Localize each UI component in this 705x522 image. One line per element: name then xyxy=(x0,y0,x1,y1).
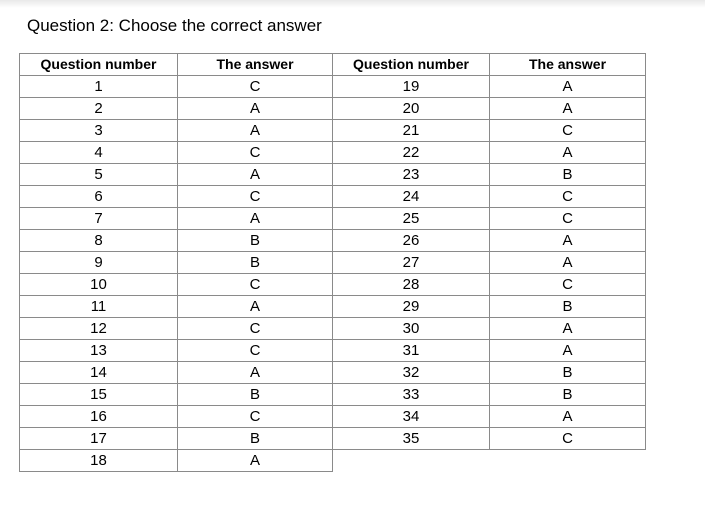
answer-table xyxy=(19,53,646,472)
table-header-row xyxy=(20,54,646,76)
answer-cell: A xyxy=(178,120,333,142)
table-row xyxy=(20,318,646,340)
table-row xyxy=(20,230,646,252)
answer-cell: A xyxy=(490,142,646,164)
question-number-cell: 7 xyxy=(20,208,178,230)
table-row xyxy=(20,450,646,472)
answer-cell: B xyxy=(490,164,646,186)
header-answer-right: The answer xyxy=(490,54,646,76)
page-title: Question 2: Choose the correct answer xyxy=(27,16,322,35)
answer-cell: A xyxy=(490,318,646,340)
question-number-cell: 30 xyxy=(333,318,490,340)
answer-cell: A xyxy=(490,230,646,252)
table-row xyxy=(20,296,646,318)
answer-cell: C xyxy=(178,406,333,428)
question-number-cell: 18 xyxy=(20,450,178,472)
answer-table-body xyxy=(20,54,646,472)
header-answer-left: The answer xyxy=(178,54,333,76)
table-row xyxy=(20,274,646,296)
question-number-cell: 1 xyxy=(20,76,178,98)
table-row xyxy=(20,208,646,230)
question-number-cell: 12 xyxy=(20,318,178,340)
answer-cell: A xyxy=(178,450,333,472)
question-number-cell: 19 xyxy=(333,76,490,98)
question-number-cell: 21 xyxy=(333,120,490,142)
answer-cell: A xyxy=(490,76,646,98)
header-question-number-left: Question number xyxy=(20,54,178,76)
question-number-cell: 3 xyxy=(20,120,178,142)
answer-cell: B xyxy=(178,428,333,450)
table-row xyxy=(20,406,646,428)
table-row xyxy=(20,384,646,406)
answer-cell: C xyxy=(490,186,646,208)
answer-cell: A xyxy=(178,208,333,230)
table-row xyxy=(20,76,646,98)
answer-cell: C xyxy=(178,142,333,164)
question-number-cell: 16 xyxy=(20,406,178,428)
answer-cell: B xyxy=(490,362,646,384)
answer-cell: C xyxy=(178,318,333,340)
question-number-cell: 34 xyxy=(333,406,490,428)
answer-cell: B xyxy=(490,384,646,406)
answer-cell: C xyxy=(490,274,646,296)
question-number-cell: 32 xyxy=(333,362,490,384)
table-row xyxy=(20,340,646,362)
question-number-cell: 26 xyxy=(333,230,490,252)
question-number-cell: 8 xyxy=(20,230,178,252)
table-row xyxy=(20,362,646,384)
question-number-cell: 11 xyxy=(20,296,178,318)
question-number-cell: 24 xyxy=(333,186,490,208)
question-number-cell: 25 xyxy=(333,208,490,230)
answer-cell: A xyxy=(178,98,333,120)
empty-cell xyxy=(490,450,646,472)
answer-cell: C xyxy=(490,428,646,450)
question-number-cell: 6 xyxy=(20,186,178,208)
answer-cell: B xyxy=(490,296,646,318)
question-number-cell: 29 xyxy=(333,296,490,318)
table-row xyxy=(20,186,646,208)
question-number-cell: 5 xyxy=(20,164,178,186)
answer-cell: A xyxy=(490,252,646,274)
empty-cell xyxy=(333,450,490,472)
table-row xyxy=(20,98,646,120)
answer-cell: A xyxy=(490,406,646,428)
answer-cell: A xyxy=(178,164,333,186)
question-number-cell: 28 xyxy=(333,274,490,296)
question-number-cell: 4 xyxy=(20,142,178,164)
question-number-cell: 15 xyxy=(20,384,178,406)
table-row xyxy=(20,142,646,164)
answer-cell: C xyxy=(178,186,333,208)
question-number-cell: 33 xyxy=(333,384,490,406)
answer-cell: A xyxy=(490,98,646,120)
answer-cell: C xyxy=(490,208,646,230)
answer-cell: B xyxy=(178,384,333,406)
question-number-cell: 9 xyxy=(20,252,178,274)
answer-cell: B xyxy=(178,252,333,274)
question-number-cell: 27 xyxy=(333,252,490,274)
answer-cell: C xyxy=(490,120,646,142)
question-number-cell: 10 xyxy=(20,274,178,296)
question-number-cell: 31 xyxy=(333,340,490,362)
header-question-number-right: Question number xyxy=(333,54,490,76)
question-number-cell: 20 xyxy=(333,98,490,120)
question-number-cell: 35 xyxy=(333,428,490,450)
table-row xyxy=(20,252,646,274)
table-row xyxy=(20,120,646,142)
answer-cell: A xyxy=(490,340,646,362)
question-number-cell: 17 xyxy=(20,428,178,450)
question-number-cell: 14 xyxy=(20,362,178,384)
question-number-cell: 23 xyxy=(333,164,490,186)
question-number-cell: 22 xyxy=(333,142,490,164)
answer-cell: B xyxy=(178,230,333,252)
table-row xyxy=(20,428,646,450)
question-number-cell: 13 xyxy=(20,340,178,362)
top-edge-shade xyxy=(0,0,705,8)
answer-cell: C xyxy=(178,340,333,362)
answer-cell: C xyxy=(178,76,333,98)
answer-cell: C xyxy=(178,274,333,296)
answer-cell: A xyxy=(178,362,333,384)
answer-cell: A xyxy=(178,296,333,318)
table-row xyxy=(20,164,646,186)
question-number-cell: 2 xyxy=(20,98,178,120)
